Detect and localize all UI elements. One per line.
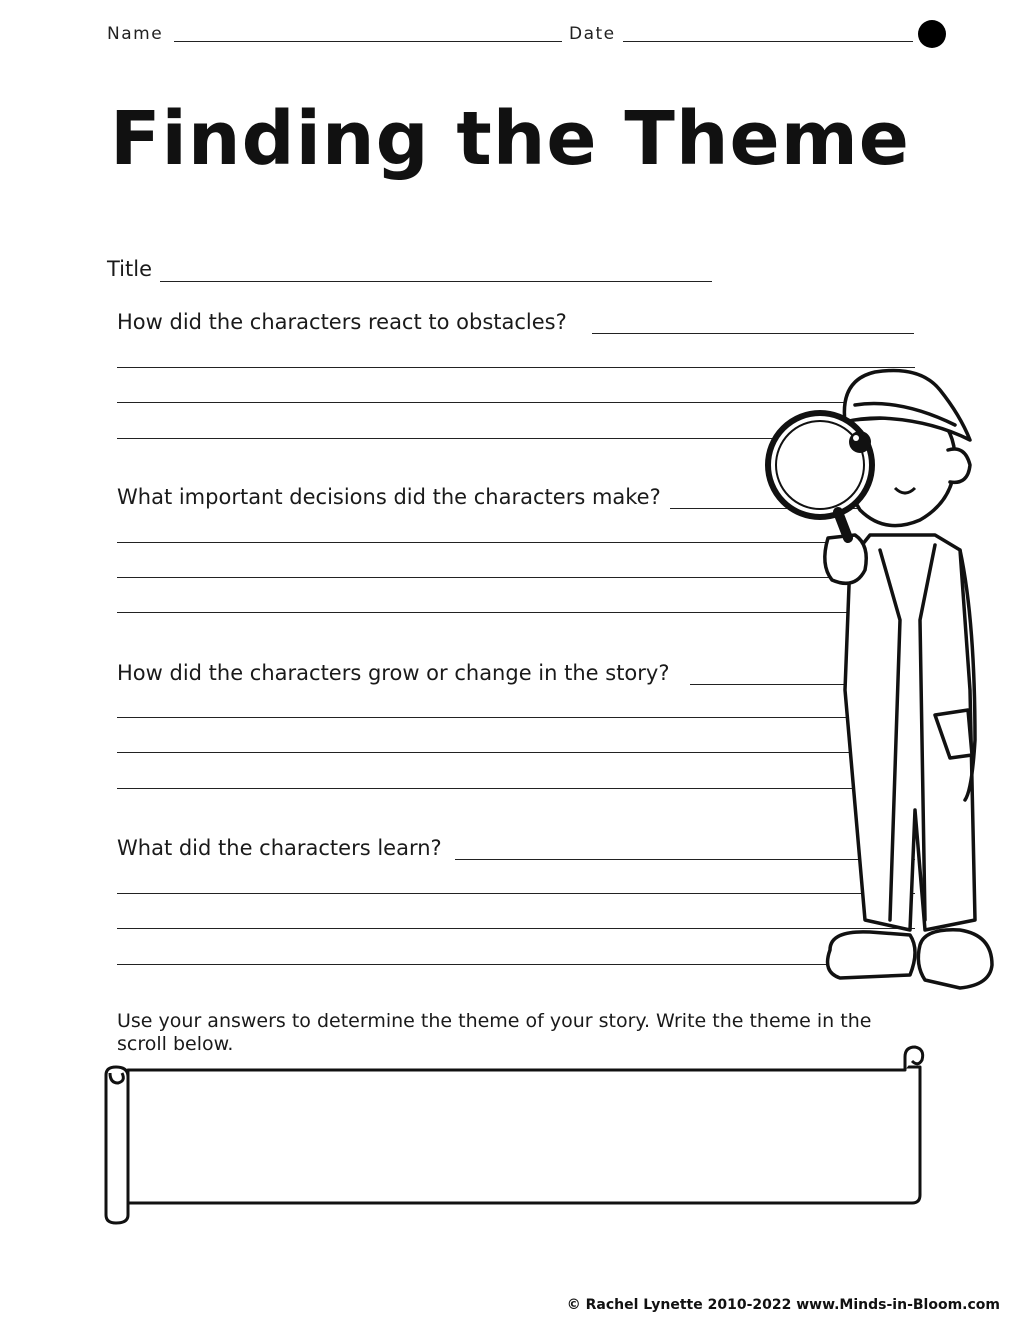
detective-illustration	[760, 360, 1005, 1010]
page-title: Finding the Theme	[110, 96, 910, 182]
answer-line[interactable]	[592, 333, 914, 334]
name-field[interactable]	[174, 41, 562, 42]
title-field[interactable]	[160, 281, 712, 282]
question-2: What important decisions did the characters make?	[117, 485, 661, 509]
date-field[interactable]	[623, 41, 913, 42]
title-field-label: Title	[107, 257, 153, 281]
copyright-footer: © Rachel Lynette 2010-2022 www.Minds-in-Bloom.com	[566, 1297, 1000, 1313]
name-label: Name	[107, 24, 164, 44]
theme-scroll[interactable]	[100, 1045, 930, 1230]
date-label: Date	[569, 24, 616, 44]
question-4: What did the characters learn?	[117, 836, 442, 860]
instructions-text: Use your answers to determine the theme of your story. Write the theme in the scroll below.	[117, 1010, 872, 1055]
question-1: How did the characters react to obstacles?	[117, 310, 567, 334]
black-dot-icon	[918, 20, 946, 48]
question-3: How did the characters grow or change in the story?	[117, 661, 670, 685]
